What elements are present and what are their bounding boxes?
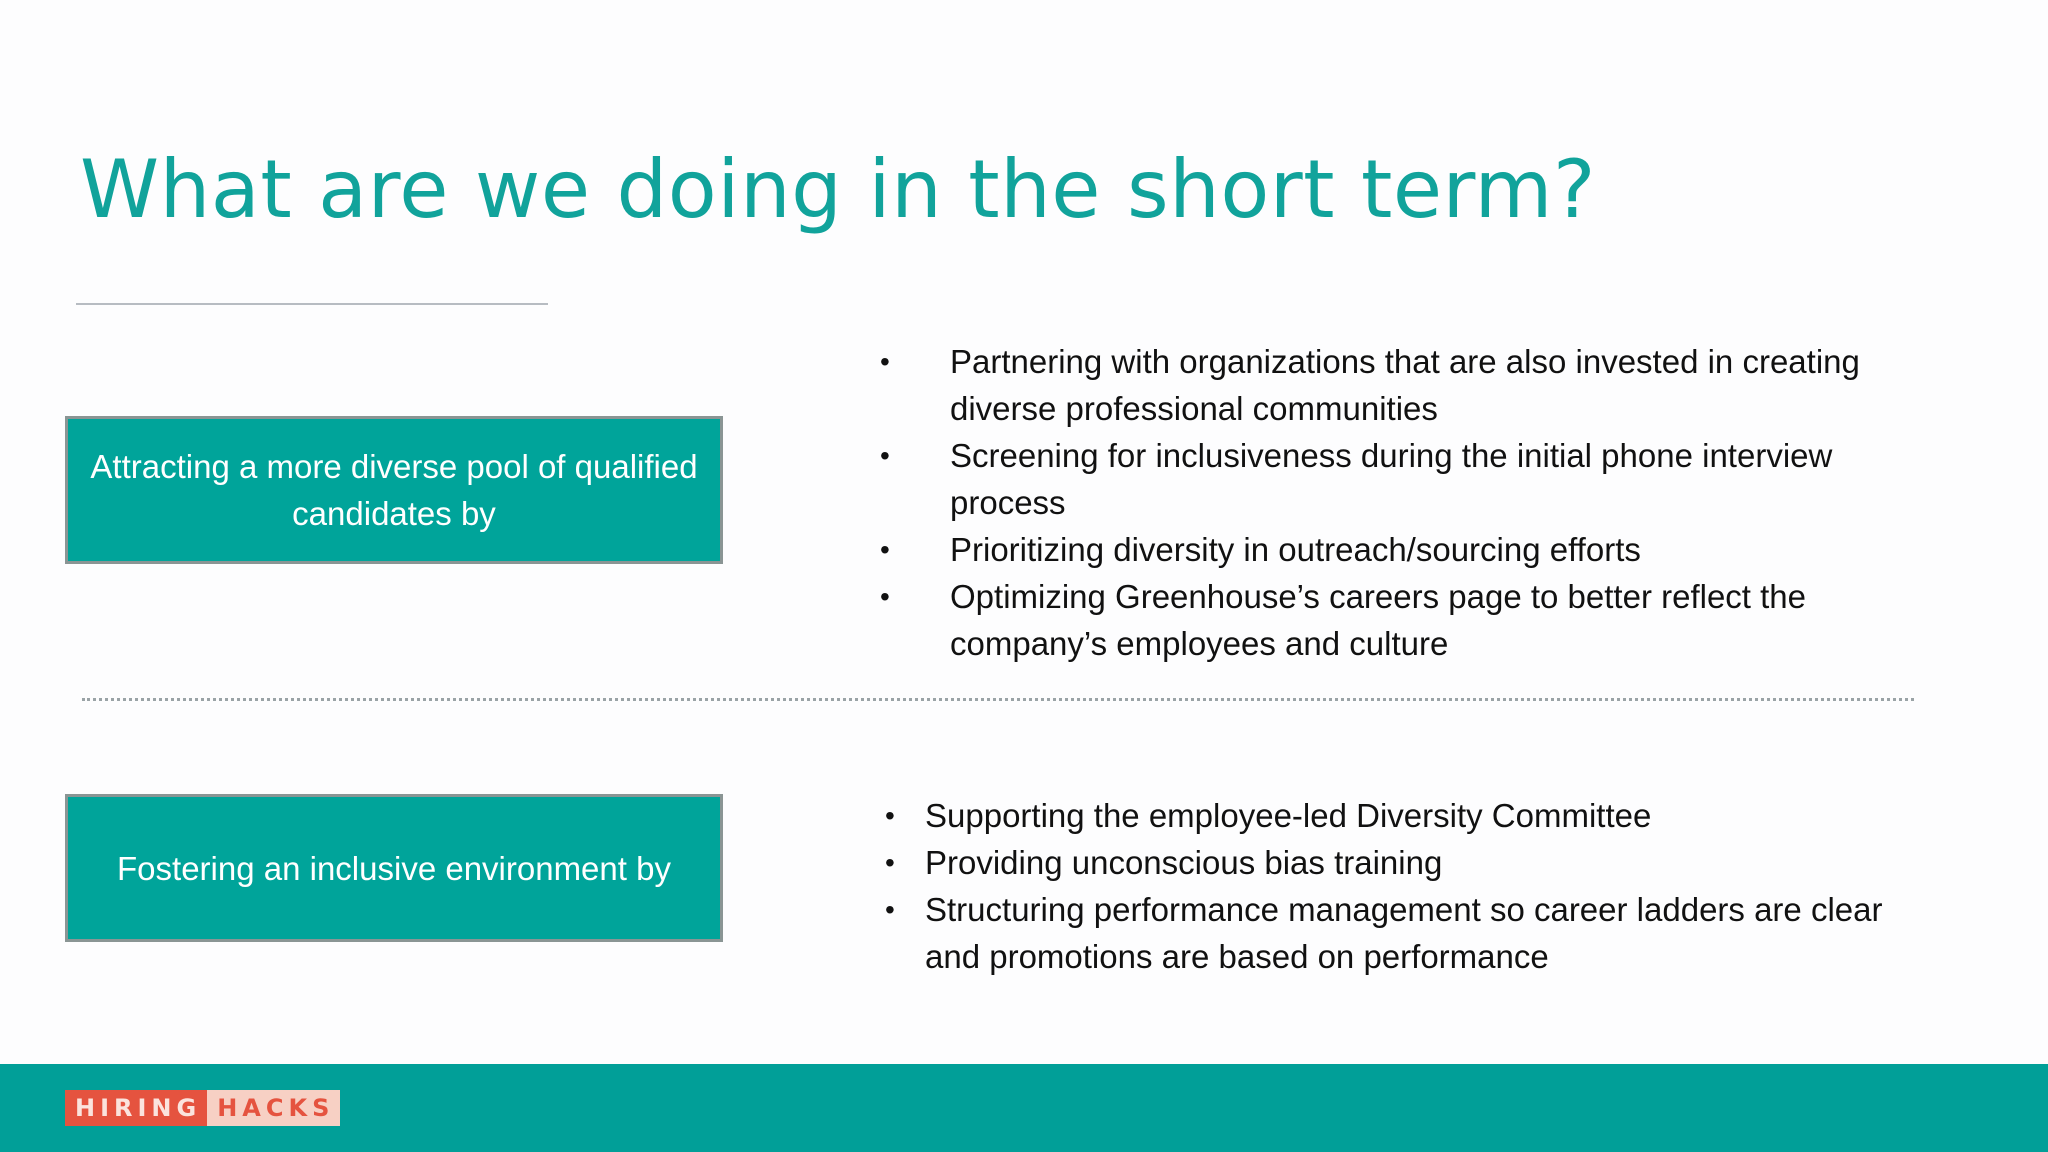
list-item	[885, 886, 1885, 980]
list-item-text: Screening for inclusiveness during the initial phone interview process	[950, 437, 1833, 521]
list-item	[880, 432, 1910, 526]
list-item	[880, 526, 1910, 573]
bullet-marker: •	[880, 440, 890, 471]
bullet-marker: •	[885, 847, 895, 878]
bullet-marker: •	[885, 800, 895, 831]
section-heading-text: Attracting a more diverse pool of qualified candidates by	[90, 448, 698, 532]
list-item	[885, 839, 1885, 886]
logo-word-hiring: HIRING	[65, 1090, 207, 1126]
list-item-text: Prioritizing diversity in outreach/sourcing efforts	[950, 531, 1641, 568]
bullet-marker: •	[885, 894, 895, 925]
list-item-text: Partnering with organizations that are also invested in creating diverse professional communities	[950, 343, 1860, 427]
hiring-hacks-logo	[65, 1090, 340, 1126]
list-item	[880, 338, 1910, 432]
list-item-text: Optimizing Greenhouse’s careers page to better reflect the company’s employees and culture	[950, 578, 1807, 662]
bullet-list-fostering	[885, 792, 1885, 980]
bullet-marker: •	[880, 581, 890, 612]
bullet-list-attracting	[880, 338, 1910, 667]
title-underline	[76, 303, 548, 305]
slide-title: What are we doing in the short term?	[80, 143, 1596, 236]
bullet-marker: •	[880, 534, 890, 565]
section-heading-text: Fostering an inclusive environment by	[117, 849, 671, 887]
section-divider	[82, 698, 1914, 701]
list-item-text: Supporting the employee-led Diversity Committee	[925, 797, 1652, 834]
section-heading-box-attracting	[65, 416, 723, 564]
list-item-text: Providing unconscious bias training	[925, 844, 1443, 881]
logo-word-hacks: HACKS	[207, 1090, 340, 1126]
list-item	[885, 792, 1885, 839]
list-item-text: Structuring performance management so career ladders are clear and promotions are based on performance	[925, 891, 1883, 975]
bullet-marker: •	[880, 346, 890, 377]
list-item	[880, 573, 1910, 667]
section-heading-box-fostering	[65, 794, 723, 942]
